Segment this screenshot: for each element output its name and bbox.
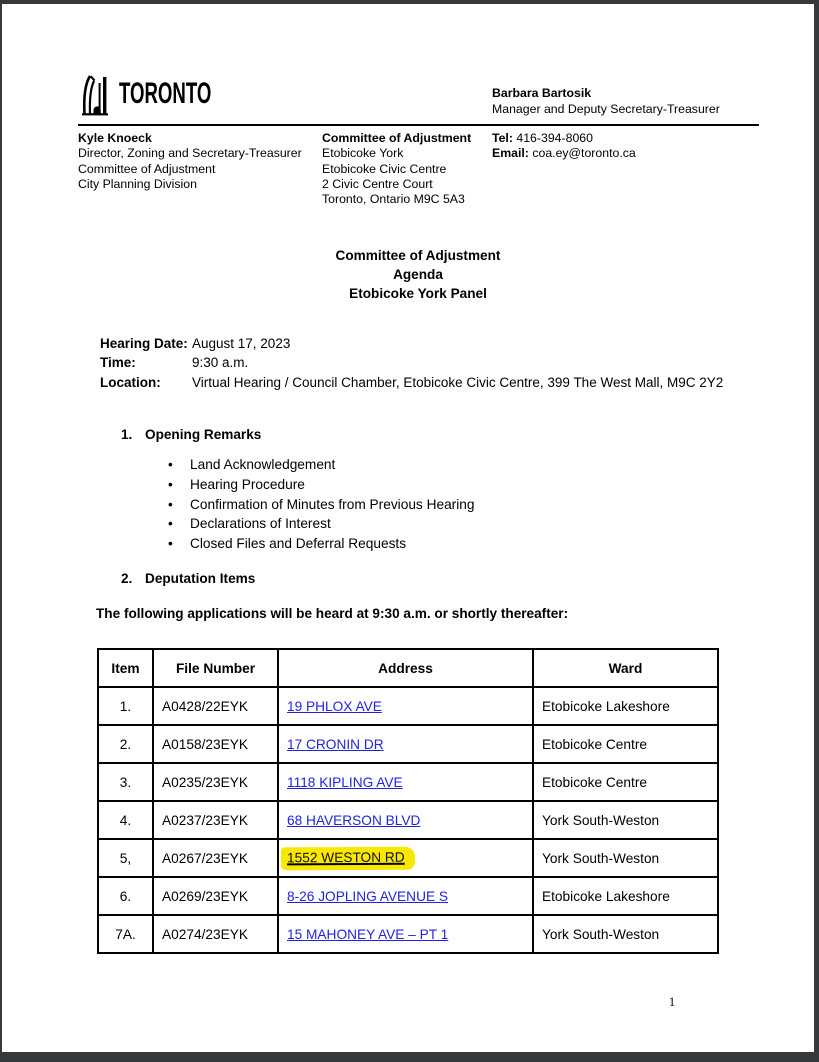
file-number-cell: A0274/23EYK bbox=[153, 915, 278, 953]
col-header-address: Address bbox=[278, 649, 533, 687]
section-deputation-items bbox=[121, 571, 255, 586]
ward-cell: Etobicoke Centre bbox=[533, 763, 718, 801]
hearing-location-label: Location: bbox=[100, 374, 161, 390]
hearing-time-value: 9:30 a.m. bbox=[192, 355, 249, 371]
address-cell bbox=[278, 839, 533, 877]
address-link[interactable]: 15 MAHONEY AVE – PT 1 bbox=[287, 926, 449, 942]
office-building: Etobicoke Civic Centre bbox=[322, 161, 447, 176]
address-link[interactable]: 17 CRONIN DR bbox=[287, 736, 384, 752]
table-row bbox=[98, 801, 718, 839]
hearing-location-row bbox=[100, 373, 740, 392]
director-block bbox=[78, 131, 302, 192]
hearing-date-row bbox=[100, 334, 740, 353]
hearing-time-row bbox=[100, 353, 740, 372]
list-item-label: Closed Files and Deferral Requests bbox=[190, 536, 407, 552]
address-cell bbox=[278, 801, 533, 839]
table-row bbox=[98, 725, 718, 763]
file-number-cell: A0267/23EYK bbox=[153, 839, 278, 877]
email-address: coa.ey@toronto.ca bbox=[532, 146, 636, 161]
col-header-file-number: File Number bbox=[153, 649, 278, 687]
file-number-cell: A0428/22EYK bbox=[153, 687, 278, 725]
table-row bbox=[98, 877, 718, 915]
address-link[interactable]: 68 HAVERSON BLVD bbox=[287, 812, 421, 828]
email-label: Email: bbox=[492, 146, 529, 161]
office-city: Toronto, Ontario M9C 5A3 bbox=[322, 192, 465, 207]
deputy-secretary-title: Manager and Deputy Secretary-Treasurer bbox=[492, 101, 720, 116]
section-1-number: 1. bbox=[121, 427, 133, 442]
toronto-cityhall-icon bbox=[78, 74, 114, 121]
table-row bbox=[98, 687, 718, 725]
bullet-icon: • bbox=[168, 516, 173, 532]
section-1-title: Opening Remarks bbox=[145, 427, 262, 442]
address-cell bbox=[278, 725, 533, 763]
table-row bbox=[98, 915, 718, 953]
office-street: 2 Civic Centre Court bbox=[322, 176, 433, 191]
list-item-label: Declarations of Interest bbox=[190, 516, 331, 532]
address-link[interactable]: 19 PHLOX AVE bbox=[287, 698, 382, 714]
director-dept: Committee of Adjustment bbox=[78, 161, 216, 176]
col-header-item: Item bbox=[98, 649, 153, 687]
list-item-label: Land Acknowledgement bbox=[190, 457, 336, 472]
ward-cell: York South-Weston bbox=[533, 915, 718, 953]
deputy-secretary-block bbox=[492, 86, 720, 117]
item-cell: 3. bbox=[98, 763, 153, 801]
applications-intro: The following applications will be heard at 9:30 a.m. or shortly thereafter: bbox=[96, 606, 569, 621]
title-line-committee: Committee of Adjustment bbox=[335, 248, 501, 263]
deputy-secretary-name: Barbara Bartosik bbox=[492, 86, 592, 100]
hearing-time-label: Time: bbox=[100, 355, 136, 371]
hearing-date-value: August 17, 2023 bbox=[192, 336, 291, 351]
address-link[interactable]: 8-26 JOPLING AVENUE S bbox=[287, 888, 449, 904]
item-cell: 4. bbox=[98, 801, 153, 839]
office-panel: Etobicoke York bbox=[322, 146, 404, 161]
file-number-cell: A0237/23EYK bbox=[153, 801, 278, 839]
address-link[interactable]: 1118 KIPLING AVE bbox=[287, 774, 403, 790]
bullet-icon: • bbox=[168, 457, 173, 472]
file-number-cell: A0235/23EYK bbox=[153, 763, 278, 801]
title-line-panel: Etobicoke York Panel bbox=[349, 286, 487, 301]
list-item-label: Hearing Procedure bbox=[190, 476, 305, 492]
hearing-info bbox=[100, 334, 740, 392]
section-2-number: 2. bbox=[121, 571, 133, 586]
opening-remarks-list bbox=[168, 455, 475, 554]
bullet-icon: • bbox=[168, 476, 173, 492]
ward-cell: York South-Weston bbox=[533, 801, 718, 839]
address-cell bbox=[278, 915, 533, 953]
list-item bbox=[168, 514, 475, 534]
section-opening-remarks bbox=[121, 427, 261, 442]
list-item bbox=[168, 534, 475, 554]
ward-cell: Etobicoke Lakeshore bbox=[533, 687, 718, 725]
tel-line bbox=[492, 131, 636, 146]
col-header-ward: Ward bbox=[533, 649, 718, 687]
ward-cell: York South-Weston bbox=[533, 839, 718, 877]
table-row bbox=[98, 763, 718, 801]
contact-block bbox=[492, 131, 636, 162]
item-cell: 6. bbox=[98, 877, 153, 915]
yellow-highlight bbox=[281, 846, 415, 870]
list-item bbox=[168, 495, 475, 515]
title-line-agenda: Agenda bbox=[393, 267, 443, 282]
director-name: Kyle Knoeck bbox=[78, 131, 152, 145]
director-division: City Planning Division bbox=[78, 176, 197, 191]
item-cell: 1. bbox=[98, 687, 153, 725]
applications-table bbox=[97, 648, 719, 954]
list-item-label: Confirmation of Minutes from Previous Hearing bbox=[190, 496, 475, 512]
table-header-row bbox=[98, 649, 718, 687]
address-link[interactable]: 1552 WESTON RD bbox=[286, 849, 405, 865]
toronto-logo bbox=[78, 74, 268, 121]
file-number-cell: A0158/23EYK bbox=[153, 725, 278, 763]
hearing-location-value: Virtual Hearing / Council Chamber, Etobicoke Civic Centre, 399 The West Mall, M9C 2Y2 bbox=[192, 374, 724, 390]
bullet-icon: • bbox=[168, 536, 173, 552]
hearing-date-label: Hearing Date: bbox=[100, 336, 188, 351]
item-cell: 2. bbox=[98, 725, 153, 763]
address-cell bbox=[278, 763, 533, 801]
item-cell: 7A. bbox=[98, 915, 153, 953]
director-title: Director, Zoning and Secretary-Treasurer bbox=[78, 146, 302, 161]
page-number: 1 bbox=[668, 995, 676, 1009]
toronto-wordmark: TORONTO bbox=[119, 77, 212, 110]
ward-cell: Etobicoke Centre bbox=[533, 725, 718, 763]
address-cell bbox=[278, 687, 533, 725]
tel-label: Tel: bbox=[492, 131, 513, 145]
tel-number: 416-394-8060 bbox=[516, 131, 593, 145]
office-name: Committee of Adjustment bbox=[322, 131, 472, 145]
list-item bbox=[168, 475, 475, 495]
file-number-cell: A0269/23EYK bbox=[153, 877, 278, 915]
table-row-highlighted bbox=[98, 839, 718, 877]
office-address-block bbox=[322, 131, 471, 207]
item-cell: 5, bbox=[98, 839, 153, 877]
bullet-icon: • bbox=[168, 496, 173, 512]
ward-cell: Etobicoke Lakeshore bbox=[533, 877, 718, 915]
document-page bbox=[2, 4, 814, 1052]
email-line bbox=[492, 146, 636, 161]
list-item bbox=[168, 455, 475, 475]
section-2-title: Deputation Items bbox=[145, 571, 256, 586]
document-title bbox=[78, 246, 758, 303]
address-cell bbox=[278, 877, 533, 915]
header-divider bbox=[78, 124, 759, 126]
